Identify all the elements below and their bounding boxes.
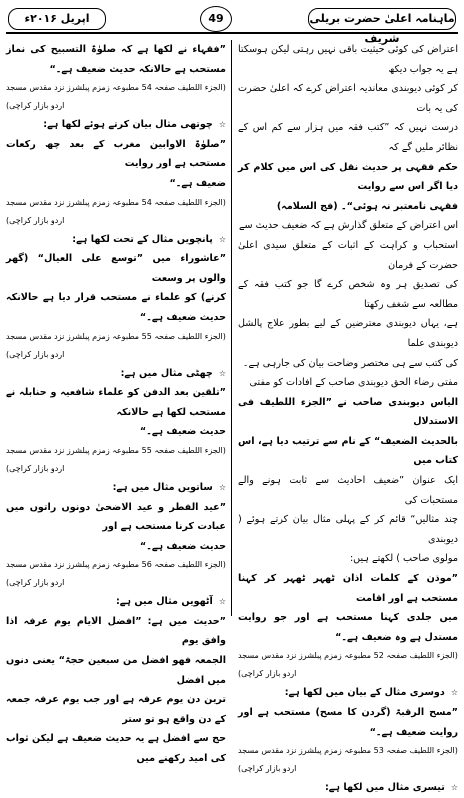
example-heading: [6, 592, 226, 612]
paragraph-line: مفتی رضاء الحق دیوبندی صاحب کے افادات کو مفتی: [249, 377, 458, 389]
example-heading: [238, 778, 458, 798]
paragraph-line: ایک عنوان ”ضعیف احادیث سے ثابت ہونے والے مستحبات کی: [238, 475, 458, 506]
paragraph-line: اس اعتراض کے متعلق گذارش ہے کہ ضعیف حدیث سے: [238, 220, 458, 232]
reference-line: (الجزء اللطیف صفحہ 54 مطبوعہ زمزم پبلشرز نزد مقدس مسجد اردو بازار کراچی): [6, 83, 226, 111]
quote-line: ”مسح الرقبۃ (گردن کا مسح) مستحب ہے اور روایت ضعیف ہے۔“: [238, 707, 458, 738]
paragraph-line: حکم فقہی پر حدیث نقل کی اس میں کلام کر دیا اگر اس سے روایت: [238, 161, 458, 193]
page-header: [6, 6, 458, 45]
page-number: 49: [200, 6, 232, 32]
example-heading-text: آٹھویں مثال میں ہے:: [115, 596, 213, 608]
column-divider: [231, 40, 232, 616]
example-heading: [238, 683, 458, 703]
reference-line: (الجزء اللطیف صفحہ 53 مطبوعہ زمزم پبلشرز نزد مقدس مسجد اردو بازار کراچی): [238, 746, 458, 774]
star-icon: ☆: [450, 688, 458, 698]
paragraph-line: بالحدیث الضعیف“ کے نام سے ترتیب دیا ہے، اس کتاب میں: [238, 435, 458, 467]
reference-line: (الجزء اللطیف صفحہ 56 مطبوعہ زمزم پبلشرز نزد مقدس مسجد اردو بازار کراچی): [6, 560, 226, 588]
quote-line: ”صلوٰۃ الاوابین مغرب کے بعد چھ رکعات مستحب ہے اور روایت: [6, 138, 226, 170]
example-heading: [6, 230, 226, 250]
paragraph-line: اعتراض کی کوئی حیثیت باقی نہیں رہتی لیکن ہوسکتا ہے یہ جواب دیکھ: [238, 44, 458, 75]
magazine-page: [6, 6, 458, 794]
example-heading-text: ساتویں مثال میں ہے:: [112, 481, 213, 493]
quote-line: حدیث ضعیف ہے۔“: [139, 426, 226, 438]
paragraph-line: مولوی صاحب ) لکھتے ہیں:: [349, 553, 458, 565]
quote-line: ضعیف ہے۔“: [169, 177, 226, 189]
star-icon: ☆: [218, 234, 226, 244]
example-heading-text: پانچویں مثال کے تحت لکھا ہے:: [72, 233, 213, 245]
paragraph-line: چند مثالیں“ قائم کر کے پہلی مثال بیان کرتے ہوئے ( دیوبندی: [238, 514, 458, 545]
paragraph-line: کی کتب سے ہی مختصر وضاحت بیان کی جارہی ہے۔: [242, 357, 458, 369]
example-heading: [6, 364, 226, 384]
magazine-title: ماہنامہ اعلیٰ حضرت بریلی شریف: [308, 8, 456, 30]
paragraph-line: کی تصدیق ہر وہ شخص کرے گا جو کتب فقہ کے مطالعہ سے شغف رکھتا: [238, 279, 458, 310]
quote-line: ”فقہاء نے لکھا ہے کہ صلوٰۃ التسبیح کی نماز مستحب ہے حالانکہ حدیث ضعیف ہے۔“: [6, 44, 226, 75]
left-column: [6, 40, 226, 769]
reference-line: (الجزء اللطیف صفحہ 55 مطبوعہ زمزم پبلشرز نزد مقدس مسجد اردو بازار کراچی): [6, 445, 226, 473]
star-icon: ☆: [218, 482, 226, 492]
quote-line: ”عید الفطر و عید الاضحیٰ دونوں راتوں میں عبادت کرنا مستحب ہے اور: [6, 501, 226, 533]
quote-line: الجمعہ فھو افضل من سبعین حجۃ“ یعنی دنوں میں افضل: [6, 655, 226, 686]
quote-line: میں جلدی کہنا مستحب ہے اور جو روایت مستدل ہے وہ ضعیف ہے۔“: [238, 612, 458, 643]
star-icon: ☆: [450, 783, 458, 793]
right-column: [238, 40, 458, 798]
reference-line: (الجزء اللطیف صفحہ 54 مطبوعہ زمزم پبلشرز نزد مقدس مسجد اردو بازار کراچی): [6, 197, 226, 225]
quote-line: حج سے افضل ہے یہ حدیث ضعیف ہے لیکن ثواب کی امید رکھنے میں: [6, 733, 226, 765]
paragraph-line: فقہی نامعتبر نہ ہوئی“۔ (فج السلامہ): [276, 200, 458, 212]
quote-line: ”موذن کے کلمات اذان ٹھہر ٹھہر کر کہنا مستحب ہے اور اقامت: [238, 573, 458, 604]
paragraph-line: الیاس دیوبندی صاحب نے ”الجزء اللطیف فی الاستدلال: [238, 396, 458, 428]
issue-date: اپریل ۲۰۱۶ء: [8, 8, 106, 30]
quote-line: حدیث ضعیف ہے۔“: [139, 540, 226, 552]
paragraph-line: کر کوئی دیوبندی معاندیہ اعتراض کرے کہ اعلیٰ حضرت کی یہ بات: [238, 83, 458, 114]
quote-line: ترین دن یوم عرفہ ہے اور جب یوم عرفہ جمعہ کے دن واقع ہو تو ستر: [6, 694, 226, 725]
paragraph-line: درست نہیں کہ ”کتب فقہ میں ہزار سے کم اس کے نظائر ملیں گے کہ: [238, 122, 458, 153]
quote-line: کرنے) کو علماء نے مستحب قرار دیا ہے حالانکہ حدیث ضعیف ہے۔“: [6, 292, 226, 323]
example-heading-text: دوسری مثال کے بیان میں لکھا ہے:: [284, 687, 445, 699]
example-heading-text: تیسری مثال میں لکھا ہے:: [324, 782, 445, 794]
paragraph-line: استحباب و کراہت کے اثبات کے متعلق سیدی اعلیٰ حضرت کے فرمان: [238, 239, 458, 271]
star-icon: ☆: [218, 368, 226, 378]
star-icon: ☆: [218, 120, 226, 130]
reference-line: (الجزء اللطیف صفحہ 55 مطبوعہ زمزم پبلشرز نزد مقدس مسجد اردو بازار کراچی): [6, 331, 226, 359]
example-heading: [6, 115, 226, 135]
example-heading-text: چھٹی مثال میں ہے:: [120, 367, 213, 379]
quote-line: ”حدیث میں ہے: ”افضل الایام یوم عرفہ اذا وافق یوم: [6, 615, 226, 647]
paragraph-line: ہے، یہاں دیوبندی معترضین کے لیے بطور علاج پالشل دیوبندی علما: [238, 318, 458, 349]
example-heading-text: چوتھی مثال بیان کرتے ہوئے لکھا ہے:: [43, 119, 213, 131]
example-heading: [6, 478, 226, 498]
quote-line: ”عاشوراء میں ”توسع علی العیال“ (گھر والوں پر وسعت: [6, 253, 226, 284]
quote-line: ”تلقین بعد الدفن کو علماء شافعیہ و حنابلہ نے مستحب لکھا ہے حالانکہ: [6, 387, 226, 418]
reference-line: (الجزء اللطیف صفحہ 52 مطبوعہ زمزم پبلشرز نزد مقدس مسجد اردو بازار کراچی): [238, 651, 458, 679]
star-icon: ☆: [218, 597, 226, 607]
